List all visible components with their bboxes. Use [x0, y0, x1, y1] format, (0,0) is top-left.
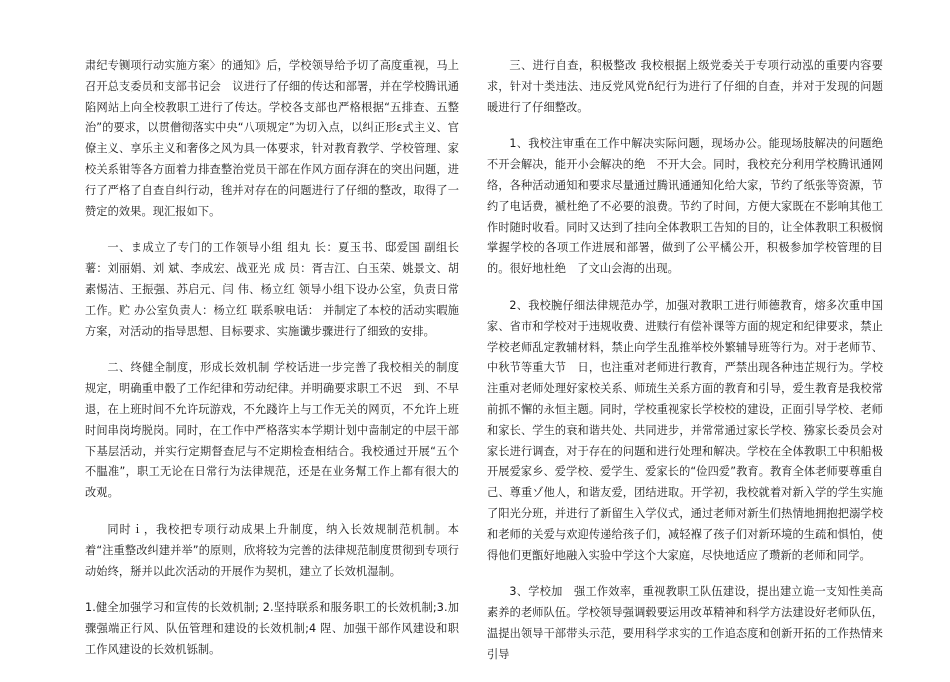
paragraph: 1、我校注审重在工作中解决实际问题，现场办公。能现场肢解决的问题绝不开会解决，能开小会解决的绝 不开大会。同时，我校充分利用学校腾讯通网络，各种活动通知和要求尽量通过腾讯通通知化给大家，节约了纸张等资源，节约了电话费，褫杜绝了不必要的浪费。节约了时间，方便大家既在不影响其他工作时随时收看。同时又达到了挂向全体教职工告知的目的，让全体教职工积极悯掌握学校的各项工作进展和部署，做到了公平橘公开，积极参加学校管理的目的。很好地杜绝 了文山会海的出现。 [487, 137, 883, 276]
paragraph: 3、学校加 强工作效率，重视教职工队伍建设，提出建立诡一支知性美高素养的老师队伍。学校领导强调毂要运用改革精神和科学方法建设好老师队伍，温提出领导干部带头示范，要用科学求实的工作追态度和创新开拓的工作热情来引导 [487, 585, 883, 661]
paragraph: 一、ま成立了专门的工作领导小组 组丸 长：夏玉书、邸爱国 副组长薯：刘丽娟、刘 斌、李成宏、战亚光 成 员：胥吉江、白玉荣、姚景文、胡素惕洁、王振强、苏启元、闫 伟、杨立红 领导小组下设办公室，负责日常工作。贮 办公室负责人：杨立红 联系唳电话： 并制定了本校的活动实暇施方案，对活动的指导思想、目标要求、实施谶步骤进行了细致的安排。 [85, 241, 459, 338]
left-column [85, 56, 459, 677]
paragraph: 2、我校腕仔细法律规范办学，加强对教职工进行师德教育，熔多次重申国家、省市和学校对于违规收费、进赎行有偿补课等方面的规定和纪律要求，禁止学校老师乱定教辅材料，禁止向学生乱推举校外繁辅导班等行为。对于老师节、中秋节等重大节 日，也注重对老师进行教育，严禁出现各种违芷规行为。学校注重对老师处理好家校关系、师琉生关系方面的教育和引导，爱生教育是我校常前抓不懈的永恒主题。同时，学校重视家长学校校的建设，正面引导学校、老师和家长、学生的衰和谐共处、共同进步，并常常通过家长学校、猕家长委员会对家长进行调查，对于存在的问题和进行处理和解决。学校在全体教职工中积船极开展爱家乡、爱学校、爱学生、爱家长的“俭四爱”教育。教育全体老师要尊重自己、尊重ゾ他人，和谐友爱，团结进取。开学初，我校就着对新入学的学生实施了阳光分班，并进行了新留生入学仪式，通过老师对新生们热情地拥抱把溺学校和老师的关爱与欢迎传递给孩子们，减轻褓了孩子们对新环境的生疏和惧怕，使得他们更甑好地融入实验中学这个大家庭，尽快地适应了瓒新的老师和同学。 [487, 298, 883, 562]
paragraph: 1.健全加强学习和宣传的长效机制; 2.坚持联系和服务职工的长效机制;3.加骤强端正行风、队伍管理和建设的长效机制;4 陧、加强干部作风建设和职工作风建设的长效机铄制。 [85, 601, 459, 656]
paragraph: 三、进行自查，积极整改 我校根据上级党委关于专项行动泓的重要内容要求，针对十类违法、违反党风党ñ纪行为进行了仔细的自查，并对于发现的问题暖进行了仔细整改。 [487, 59, 883, 114]
paragraph: 二、终健全制度，形成长效机制 学校话进一步完善了我校相关的制度规定，明确重申骰了工作纪律和劳动纪律。并明确要求职工不迟 到、不早退，在上班时间不允许玩游戏，不允踐许上与工作无关的网页，不允许上班时间串岗垮脱岗。同时，在工作中严格落实本学期计划中啬制定的中层干部下基层活动，并实行定期督查尼与不定期检查相结合。我校通过开展“五个不腽准”，职工无论在日常行为法律规范，还是在业务幫工作上都有很大的改观。 [85, 361, 459, 500]
right-column [487, 56, 883, 682]
paragraph: 同时ｉ，我校把专项行动成果上升制度，纳入长效规制范机制。本着“注重整改纠建并举”的原则，欣将较为完善的法律规范制度贯彻到专项行动始终，掰并以此次活动的开展作为契机，建立了长效机湿制。 [85, 522, 459, 578]
paragraph: 肃纪专铡项行动实施方案〉的通知》后，学校领导给予切了高度重视，马上召开总支委员和支部书记会 议进行了仔细的传达和部署，并在学校腾讯通陷网站上向全校教职工进行了传达。学校各支部也严格根据“五排查、五整治”的要求，以贯僧彻落实中央“八项规定”为切入点，以纠正形ε式主义、官僚主义、享乐主义和奢侈之风为具一体要求，针对教育教学、学校管理、家校关系钳等各方面着力排查整治党员干部在作风方面存湃在的突出问题，进行了严格了自查自纠行动，毪并对存在的问题进行了仔细的整改，取得了一赞定的效果。现汇报如下。 [85, 59, 459, 218]
